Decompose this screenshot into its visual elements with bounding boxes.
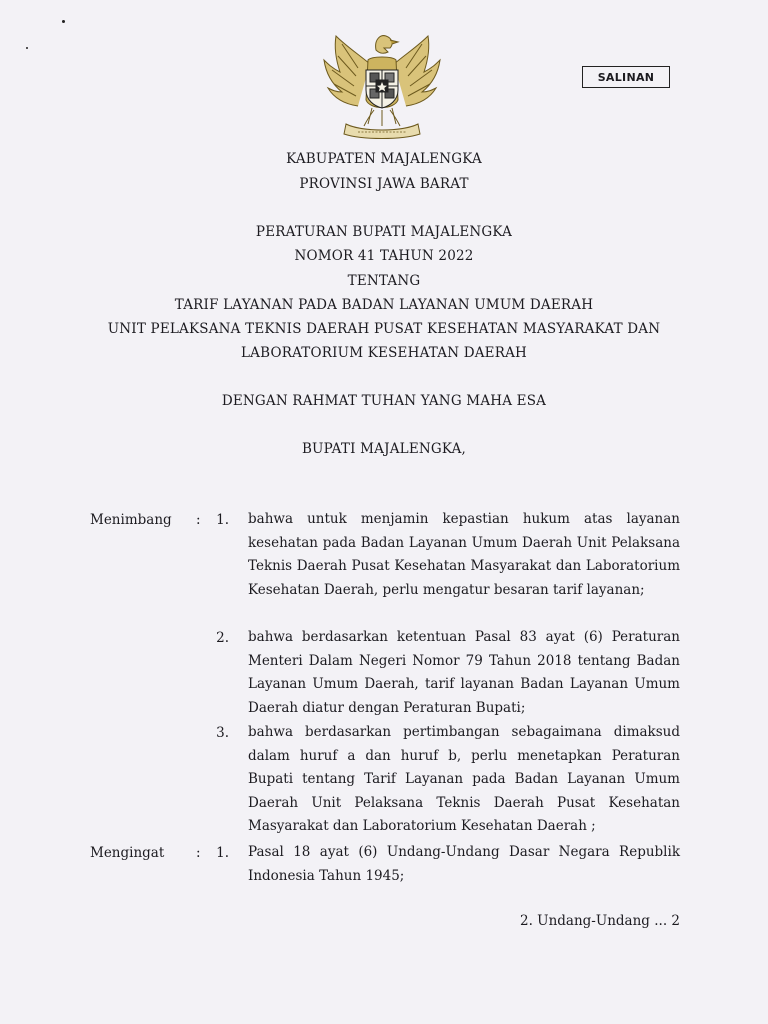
regulation-number: NOMOR 41 TAHUN 2022 [294, 248, 474, 264]
menimbang-colon: : [196, 512, 201, 528]
next-page-reference: 2. Undang-Undang ... 2 [520, 913, 680, 929]
invocation: DENGAN RAHMAT TUHAN YANG MAHA ESA [221, 393, 547, 409]
menimbang-item: bahwa untuk menjamin kepastian hukum atas layanan kesehatan pada Badan Layanan Umum Daerah Unit Pelaksana Teknis Daerah Pusat Kesehatan Masyarakat dan Laboratorium Kesehatan Daerah, perlu mengatur besaran tarif layanan; [248, 511, 680, 598]
list-item-number: 2. [216, 630, 229, 646]
region-heading: KABUPATEN MAJALENGKA [286, 151, 482, 167]
mengingat-colon: : [196, 845, 201, 861]
garuda-emblem-icon [318, 24, 446, 142]
subject-line: TARIF LAYANAN PADA BADAN LAYANAN UMUM DAERAH [174, 297, 594, 313]
province-heading: PROVINSI JAWA BARAT [299, 176, 469, 192]
menimbang-label: Menimbang [90, 512, 172, 528]
subject-line: LABORATORIUM KESEHATAN DAERAH [240, 345, 528, 361]
about-label: TENTANG [347, 273, 421, 289]
list-item-number: 1. [216, 512, 229, 528]
menimbang-item: bahwa berdasarkan ketentuan Pasal 83 ayat (6) Peraturan Menteri Dalam Negeri Nomor 79 Tahun 2018 tentang Badan Layanan Umum Daerah, tarif layanan Badan Layanan Umum Daerah diatur dengan Peraturan Bupati; [248, 629, 680, 716]
list-item-number: 3. [216, 725, 229, 741]
list-item-number: 1. [216, 845, 229, 861]
scan-speck [62, 20, 65, 23]
mengingat-item: Pasal 18 ayat (6) Undang-Undang Dasar Negara Republik Indonesia Tahun 1945; [248, 844, 680, 884]
scan-speck [26, 47, 28, 49]
subject-line: UNIT PELAKSANA TEKNIS DAERAH PUSAT KESEHATAN MASYARAKAT DAN [107, 321, 661, 337]
regulation-title: PERATURAN BUPATI MAJALENGKA [255, 224, 513, 240]
menimbang-item: bahwa berdasarkan pertimbangan sebagaimana dimaksud dalam huruf a dan huruf b, perlu menetapkan Peraturan Bupati tentang Tarif Layanan pada Badan Layanan Umum Daerah Unit Pelaksana Teknis Daerah Pusat Kesehatan Masyarakat dan Laboratorium Kesehatan Daerah ; [248, 724, 680, 834]
salinan-stamp: SALINAN [582, 66, 670, 88]
issuer: BUPATI MAJALENGKA, [301, 441, 467, 457]
mengingat-label: Mengingat [90, 845, 165, 861]
